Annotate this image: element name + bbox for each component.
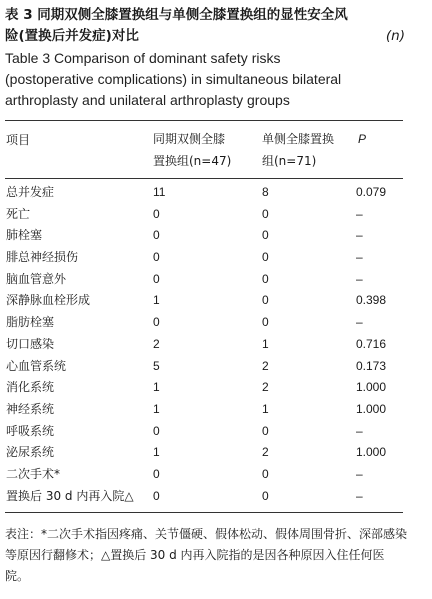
table-row bbox=[0, 182, 432, 204]
row-p-value: – bbox=[356, 488, 363, 503]
row-group-b: 1 bbox=[262, 401, 269, 416]
row-item: 消化系统 bbox=[6, 380, 55, 395]
header-group-a-line-1: 同期双侧全膝 bbox=[153, 132, 226, 146]
table-row bbox=[0, 464, 432, 486]
row-p-value: 1.000 bbox=[356, 445, 387, 460]
caption-en-line-2: (postoperative complications) in simultaneous bilateral bbox=[5, 71, 342, 87]
table-row bbox=[0, 421, 432, 443]
row-p-value: 1.000 bbox=[356, 401, 387, 416]
caption-en-line-1: Table 3 Comparison of dominant safety risks bbox=[5, 50, 281, 66]
row-item: 切口感染 bbox=[6, 336, 55, 351]
row-item: 脂肪栓塞 bbox=[6, 315, 55, 330]
row-p-value: 0.173 bbox=[356, 358, 387, 373]
row-group-a: 0 bbox=[153, 466, 160, 481]
row-p-value: – bbox=[356, 315, 363, 330]
header-group-a-line-2: 置换组(n=47) bbox=[153, 154, 232, 168]
row-p-value: 1.000 bbox=[356, 380, 387, 395]
caption-line-1: 表 3 同期双侧全膝置换组与单侧全膝置换组的显性安全风 bbox=[5, 7, 348, 23]
caption-line-2: 险(置换后并发症)对比 bbox=[5, 28, 139, 44]
row-group-a: 1 bbox=[153, 445, 160, 460]
row-item: 泌尿系统 bbox=[6, 445, 55, 460]
row-group-b: 0 bbox=[262, 315, 269, 330]
table-row bbox=[0, 312, 432, 334]
row-group-a: 5 bbox=[153, 358, 160, 373]
row-item: 深静脉血栓形成 bbox=[6, 293, 91, 308]
row-p-value: – bbox=[356, 250, 363, 265]
header-group-b bbox=[262, 128, 348, 172]
table-footnote: 表注：*二次手术指因疼痛、关节僵硬、假体松动、假体周围骨折、深部感染等原因行翻修术；△置换后 30 d 内再入院指的是因各种原因入住任何医院。 bbox=[5, 527, 408, 583]
row-group-a: 1 bbox=[153, 380, 160, 395]
row-item: 置换后 30 d 内再入院△ bbox=[6, 488, 134, 503]
table-top-rule bbox=[5, 120, 403, 121]
row-p-value: 0.716 bbox=[356, 336, 387, 351]
table-row bbox=[0, 334, 432, 356]
row-group-a: 1 bbox=[153, 401, 160, 416]
header-p-value: P bbox=[358, 132, 367, 146]
table-caption-english bbox=[5, 48, 407, 111]
table-bottom-rule bbox=[5, 512, 403, 513]
row-group-a: 0 bbox=[153, 206, 160, 221]
row-group-a: 0 bbox=[153, 423, 160, 438]
row-group-b: 0 bbox=[262, 293, 269, 308]
row-item: 二次手术* bbox=[6, 466, 61, 481]
row-p-value: – bbox=[356, 271, 363, 286]
row-group-b: 0 bbox=[262, 228, 269, 243]
row-group-a: 0 bbox=[153, 228, 160, 243]
row-group-a: 0 bbox=[153, 271, 160, 286]
table-row bbox=[0, 442, 432, 464]
row-group-b: 8 bbox=[262, 185, 269, 199]
row-p-value: – bbox=[356, 466, 363, 481]
row-p-value: – bbox=[356, 228, 363, 243]
row-item: 肺栓塞 bbox=[6, 228, 43, 243]
header-group-b-line-1: 单侧全膝置换 bbox=[262, 132, 335, 146]
row-item: 神经系统 bbox=[6, 401, 55, 416]
table-row bbox=[0, 204, 432, 226]
header-group-a bbox=[153, 128, 249, 172]
row-group-a: 0 bbox=[153, 315, 160, 330]
table-row bbox=[0, 356, 432, 378]
row-group-b: 1 bbox=[262, 336, 269, 351]
row-p-value: 0.398 bbox=[356, 293, 387, 308]
row-group-b: 0 bbox=[262, 466, 269, 481]
row-group-a: 2 bbox=[153, 336, 160, 351]
row-group-b: 0 bbox=[262, 206, 269, 221]
table-row bbox=[0, 486, 432, 508]
table-row bbox=[0, 247, 432, 269]
row-p-value: – bbox=[356, 206, 363, 221]
table-row bbox=[0, 399, 432, 421]
header-item: 项目 bbox=[6, 133, 31, 147]
row-group-a: 11 bbox=[153, 185, 166, 199]
table-row bbox=[0, 377, 432, 399]
row-group-b: 0 bbox=[262, 423, 269, 438]
row-group-b: 2 bbox=[262, 358, 269, 373]
caption-en-line-3: arthroplasty and unilateral arthroplasty groups bbox=[5, 92, 290, 108]
row-item: 总并发症 bbox=[6, 185, 55, 199]
row-item: 呼吸系统 bbox=[6, 423, 55, 438]
row-group-b: 0 bbox=[262, 271, 269, 286]
table-body bbox=[0, 182, 432, 507]
row-group-b: 2 bbox=[262, 380, 269, 395]
header-group-b-line-2: 组(n=71) bbox=[262, 154, 317, 168]
table-row bbox=[0, 290, 432, 312]
row-group-a: 1 bbox=[153, 293, 160, 308]
row-group-b: 0 bbox=[262, 250, 269, 265]
table-row bbox=[0, 269, 432, 291]
row-group-a: 0 bbox=[153, 250, 160, 265]
table-caption-chinese bbox=[5, 5, 407, 47]
unit-marker: (n) bbox=[385, 28, 405, 44]
row-item: 脑血管意外 bbox=[6, 271, 67, 286]
table-header-rule bbox=[5, 178, 403, 179]
row-group-b: 2 bbox=[262, 445, 269, 460]
row-item: 腓总神经损伤 bbox=[6, 250, 79, 265]
row-group-a: 0 bbox=[153, 488, 160, 503]
row-item: 心血管系统 bbox=[6, 358, 67, 373]
table-row bbox=[0, 225, 432, 247]
row-p-value: – bbox=[356, 423, 363, 438]
row-group-b: 0 bbox=[262, 488, 269, 503]
row-item: 死亡 bbox=[6, 206, 31, 221]
row-p-value: 0.079 bbox=[356, 185, 387, 199]
